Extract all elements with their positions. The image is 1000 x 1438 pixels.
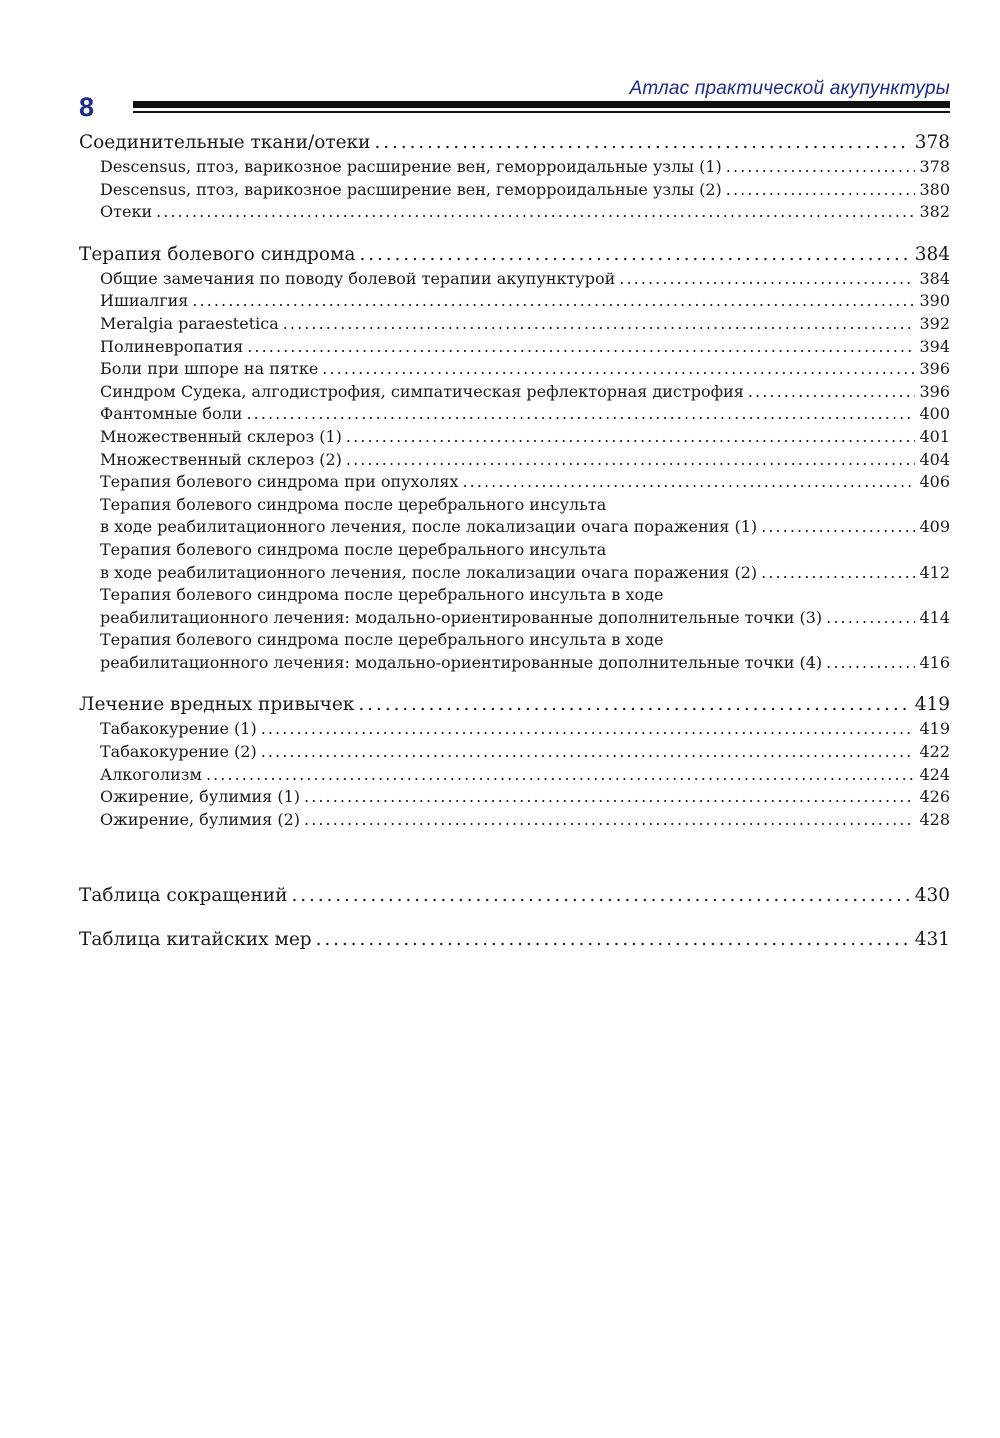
toc-section-title: Терапия болевого синдрома [79, 243, 356, 265]
toc-page-number: 409 [919, 517, 950, 537]
toc-entry[interactable] [79, 336, 950, 359]
leader-dots [192, 290, 915, 313]
toc-entry-first-line[interactable]: Терапия болевого синдрома после церебрального инсульта [100, 539, 607, 559]
leader-dots [304, 809, 915, 832]
toc-entry-title: Descensus, птоз, варикозное расширение вен, геморроидальные узлы (1) [100, 157, 722, 176]
toc-entry[interactable] [79, 313, 950, 336]
toc-page-number: 422 [919, 742, 950, 762]
toc-appendix-heading[interactable] [79, 883, 950, 909]
leader-dots [358, 692, 910, 718]
toc-entry-title: Фантомные боли [100, 404, 243, 424]
toc-page-number: 412 [919, 562, 950, 582]
toc-page-number: 378 [919, 157, 950, 176]
toc-page-number: 430 [914, 885, 950, 907]
table-of-contents [79, 130, 950, 971]
toc-page-number: 390 [919, 291, 950, 311]
toc-section-title: Лечение вредных привычек [79, 694, 355, 716]
leader-dots [748, 381, 916, 404]
toc-entry[interactable] [79, 718, 950, 741]
toc-entry-title: в ходе реабилитационного лечения, после локализации очага поражения (2) [100, 562, 758, 582]
toc-entry-title: Общие замечания по поводу болевой терапии акупунктурой [100, 268, 616, 288]
toc-entry[interactable] [79, 764, 950, 787]
toc-entry-first-line[interactable]: Терапия болевого синдрома после церебрального инсульта [100, 494, 607, 514]
leader-dots [316, 927, 911, 953]
leader-dots [291, 883, 910, 909]
leader-dots [826, 652, 915, 675]
toc-section-title: Таблица китайских мер [79, 929, 312, 951]
toc-entry-title: Meralgia paraestetica [100, 313, 279, 333]
toc-entry[interactable] [79, 403, 950, 426]
toc-section [79, 692, 950, 831]
toc-entry[interactable] [79, 268, 950, 291]
leader-dots [247, 336, 915, 359]
toc-entry-title: Descensus, птоз, варикозное расширение вен, геморроидальные узлы (2) [100, 179, 722, 199]
toc-entry[interactable] [79, 426, 950, 449]
leader-dots [826, 607, 915, 630]
toc-entry-title: Табакокурение (2) [100, 742, 257, 762]
toc-entry-title: Табакокурение (1) [100, 719, 257, 739]
running-title: Атлас практической акупунктуры [629, 78, 950, 99]
toc-entry[interactable] [79, 201, 950, 224]
toc-page-number: 380 [919, 179, 950, 199]
toc-entry-title: Отеки [100, 202, 153, 222]
toc-section-title: Таблица сокращений [79, 885, 288, 907]
leader-dots [346, 426, 916, 449]
toc-page-number: 394 [919, 336, 950, 356]
leader-dots [346, 449, 916, 472]
toc-page-number: 428 [919, 809, 950, 829]
toc-entry[interactable] [79, 449, 950, 472]
toc-appendix [79, 927, 950, 953]
toc-section-heading[interactable] [79, 242, 950, 268]
toc-entry-title: Терапия болевого синдрома при опухолях [100, 472, 459, 492]
leader-dots [761, 562, 915, 585]
header-rule-thin [133, 111, 950, 113]
toc-page-number: 384 [919, 268, 950, 288]
toc-page-number: 396 [919, 359, 950, 379]
toc-section-heading[interactable] [79, 692, 950, 718]
toc-entry[interactable] [79, 652, 950, 675]
toc-page-number: 400 [919, 404, 950, 424]
leader-dots [359, 242, 910, 268]
toc-entry-title: Боли при шпоре на пятке [100, 359, 319, 379]
toc-page-number: 419 [914, 694, 950, 716]
toc-entry-title: Множественный склероз (1) [100, 426, 342, 446]
toc-entry-title: Ожирение, булимия (2) [100, 809, 301, 829]
toc-entry-first-line[interactable]: Терапия болевого синдрома после церебрального инсульта в ходе [100, 585, 664, 605]
leader-dots [261, 718, 916, 741]
toc-entry-title: Множественный склероз (2) [100, 449, 342, 469]
leader-dots [261, 741, 916, 764]
header-rule-thick [133, 101, 950, 108]
toc-appendix [79, 883, 950, 909]
toc-page-number: 426 [919, 787, 950, 807]
toc-page-number: 404 [919, 449, 950, 469]
toc-entry[interactable] [79, 381, 950, 404]
toc-appendix-heading[interactable] [79, 927, 950, 953]
leader-dots [304, 786, 915, 809]
toc-entry[interactable] [79, 741, 950, 764]
toc-page-number: 401 [919, 426, 950, 446]
toc-page-number: 382 [919, 202, 950, 222]
toc-entry-title: Ишиалгия [100, 291, 189, 311]
toc-entry-title: реабилитационного лечения: модально-ориентированные дополнительные точки (3) [100, 607, 823, 627]
toc-entry-title: Синдром Судека, алгодистрофия, симпатическая рефлекторная дистрофия [100, 381, 744, 401]
toc-page-number: 431 [914, 929, 950, 951]
leader-dots [374, 130, 910, 156]
leader-dots [322, 358, 915, 381]
leader-dots [462, 471, 915, 494]
leader-dots [206, 764, 916, 787]
leader-dots [283, 313, 916, 336]
leader-dots [726, 156, 916, 179]
toc-entry[interactable] [79, 562, 950, 585]
leader-dots [726, 179, 916, 202]
toc-entry[interactable] [79, 358, 950, 381]
toc-entry-first-line[interactable]: Терапия болевого синдрома после церебрального инсульта в ходе [100, 630, 664, 650]
toc-entry-title: Ожирение, булимия (1) [100, 787, 301, 807]
toc-entry[interactable] [79, 179, 950, 202]
leader-dots [246, 403, 915, 426]
toc-section [79, 242, 950, 675]
toc-entry-title: Алкоголизм [100, 764, 202, 784]
toc-page-number: 419 [919, 719, 950, 739]
toc-entry-title: в ходе реабилитационного лечения, после локализации очага поражения (1) [100, 517, 758, 537]
toc-page-number: 384 [914, 243, 950, 265]
leader-dots [156, 201, 915, 224]
toc-entry-title: реабилитационного лечения: модально-ориентированные дополнительные точки (4) [100, 652, 823, 672]
toc-entry-title: Полиневропатия [100, 336, 244, 356]
toc-page-number: 396 [919, 381, 950, 401]
toc-entry[interactable] [79, 786, 950, 809]
toc-entry[interactable] [79, 809, 950, 832]
leader-dots [761, 516, 915, 539]
toc-entry[interactable] [79, 607, 950, 630]
toc-entry[interactable] [79, 156, 950, 179]
toc-section-heading[interactable] [79, 130, 950, 156]
toc-page-number: 392 [919, 313, 950, 333]
toc-page-number: 424 [919, 764, 950, 784]
toc-page-number: 378 [914, 132, 950, 153]
toc-entry[interactable] [79, 471, 950, 494]
toc-entry[interactable] [79, 516, 950, 539]
toc-section-title: Соединительные ткани/отеки [79, 132, 371, 153]
leader-dots [619, 268, 915, 291]
page-number: 8 [79, 92, 95, 122]
toc-page-number: 414 [919, 607, 950, 627]
toc-section [79, 130, 950, 224]
toc-page-number: 406 [919, 472, 950, 492]
toc-entry[interactable] [79, 290, 950, 313]
toc-page-number: 416 [919, 652, 950, 672]
